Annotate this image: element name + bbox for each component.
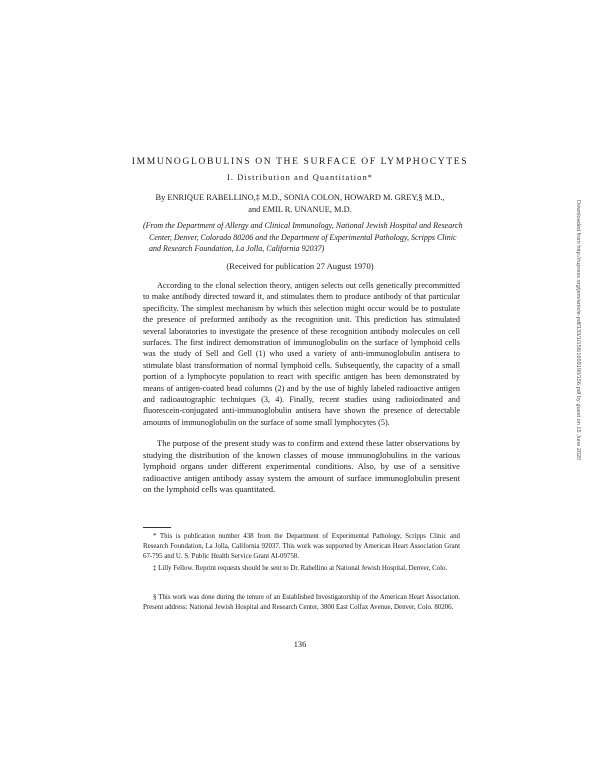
footnote-divider [143, 527, 171, 528]
body-paragraph-2: The purpose of the present study was to confirm and extend these latter observations by studying the distribution of the known classes of mouse immunoglobulins in the various lymphoid organs under different experimental conditions. Also, by use of a sensitive radioactive antigen antibody assay system the amount of surface immunoglobulin present on the lymphoid cells was quantitated. [143, 438, 460, 495]
article-subtitle: I. Distribution and Quantitation* [226, 173, 374, 182]
article-title: IMMUNOGLOBULINS ON THE SURFACE OF LYMPHOCYTES [131, 156, 469, 167]
body-paragraph-1: According to the clonal selection theory, antigen selects out cells genetically precommitted to make antibody directed toward it, and stimulates them to produce antibody of that particular specificity. The simplest mechanism by which this selection might occur would be to postulate the presence of preformed antibody as the recognition unit. This prediction has stimulated several laboratories to investigate the presence of these recognition antibody molecules on cell surfaces. The first indirect demonstration of immunoglobulin on the surface of lymphoid cells was the study of Sell and Gell (1) who used a variety of anti-immunoglobulin antisera to stimulate blast transformation of normal lymphoid cells. Subsequently, the capacity of a small portion of a lymphocyte population to react with specific antigen has been demonstrated by means of antigen-coated bead columns (2) and by the use of highly labeled radioactive antigen and radioautographic techniques (3, 4). Finally, recent studies using radioiodinated and fluorescein-conjugated anti-immunoglobulin antisera have shown the presence of detectable amounts of immunoglobulin on the surface of some small lymphocytes (5). [143, 281, 460, 427]
authors-line-1: By ENRIQUE RABELLINO,‡ M.D., SONIA COLON, HOWARD M. GREY,§ M.D., [155, 193, 445, 202]
author-list [118, 192, 482, 216]
affiliation: (From the Department of Allergy and Clinical Immunology, National Jewish Hospital and Research Center, Denver, Colorado 80206 and the Department of Experimental Pathology, Scripps Clinic and Research Foundation, La Jolla, California 92037) [143, 221, 463, 253]
footnote-3: § This work was done during the tenure of an Established Investigatorship of the American Heart Association. Present address: National Jewish Hospital and Research Center, 3800 East Colfax Avenue, Denver, Colo. 80206. [143, 594, 460, 612]
footnote-1: * This is publication number 438 from the Department of Experimental Pathology, Scripps Clinic and Research Foundation, La Jolla, California 92037. This work was supported by American Heart Association Grant 67-795 and U. S. Public Health Service Grant AI-09758. [143, 533, 460, 561]
page-number: 136 [293, 640, 307, 649]
download-watermark: Downloaded from http://rupress.org/jem/article-pdf/133/1/156/1659190/156.pdf by guest on 15 June 2020 [575, 200, 581, 461]
footnote-2: ‡ Lilly Fellow. Reprint requests should be sent to Dr. Rabellino at National Jewish Hospital, Denver, Colo. [153, 565, 448, 572]
received-date: (Received for publication 27 August 1970) [226, 261, 374, 271]
authors-line-2: and EMIL R. UNANUE, M.D. [248, 205, 352, 214]
